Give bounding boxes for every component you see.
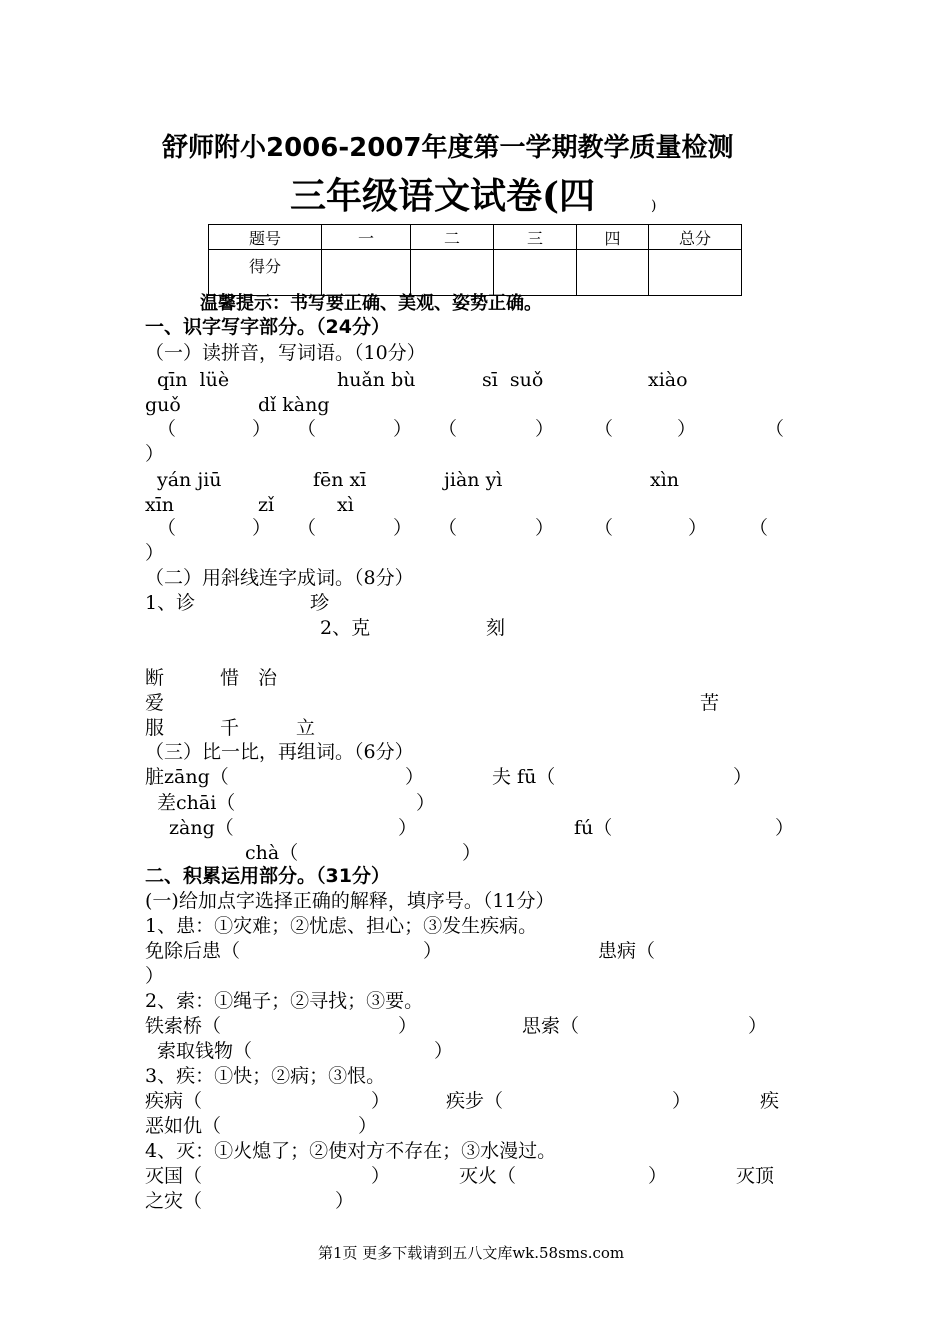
match-char: 珍	[310, 592, 330, 614]
answer-blank-close: ）	[371, 1090, 391, 1112]
score-header-cell: 三	[494, 225, 577, 250]
question-definition: 1、患：①灾难；②忧虑、担心；③发生疾病。	[145, 915, 538, 937]
answer-blank-open: （	[594, 418, 614, 440]
pinyin: jiàn yì	[444, 469, 503, 491]
match-char: 刻	[486, 617, 506, 639]
pinyin: guǒ	[145, 394, 181, 416]
question-item: 灭火（	[459, 1165, 517, 1187]
answer-blank-close: ）	[648, 1165, 668, 1187]
score-table-header-row	[209, 225, 742, 250]
score-header-cell: 一	[322, 225, 411, 250]
score-cell[interactable]	[411, 250, 494, 296]
score-table	[208, 224, 742, 296]
match-char: 惜	[220, 667, 240, 689]
question-definition: 2、索：①绳子；②寻找；③要。	[145, 990, 424, 1012]
answer-blank-close: ）	[748, 1015, 768, 1037]
answer-blank-open: （	[157, 418, 177, 440]
match-char: 千	[220, 717, 240, 739]
question-item: 灭国（	[145, 1165, 203, 1187]
pinyin: zǐ	[258, 494, 275, 516]
answer-blank-close: ）	[677, 418, 697, 440]
question-definition: 3、疾：①快；②病；③恨。	[145, 1065, 386, 1087]
pinyin: xīn	[145, 494, 175, 516]
question-item: 疾	[760, 1090, 780, 1112]
pinyin: qīn lüè	[157, 369, 230, 391]
answer-blank-close: ）	[672, 1090, 692, 1112]
part1-sub2-title: （二）用斜线连字成词。（8分）	[145, 567, 414, 589]
exam-title-suffix: )	[651, 198, 657, 214]
match-char: 2、克	[320, 617, 371, 639]
answer-blank-close: ）	[335, 1190, 355, 1212]
answer-blank-open: （	[749, 517, 769, 539]
answer-blank-close: ）	[688, 517, 708, 539]
answer-blank-open: （	[438, 418, 458, 440]
exam-title: 三年级语文试卷(四	[290, 175, 596, 217]
match-char: 爱	[145, 692, 165, 714]
pinyin: sī suǒ	[482, 369, 544, 391]
answer-blank-close: ）	[535, 418, 555, 440]
answer-blank-close: ）	[371, 1165, 391, 1187]
answer-blank-close: ）	[462, 842, 482, 864]
score-header-cell: 四	[577, 225, 649, 250]
answer-blank-close: ）	[252, 517, 272, 539]
match-char: 服	[145, 717, 165, 739]
part1-title: 一、识字写字部分。（24分）	[145, 316, 390, 338]
answer-blank-close: ）	[535, 517, 555, 539]
question-item: 恶如仇（	[145, 1115, 222, 1137]
score-header-cell: 二	[411, 225, 494, 250]
compare-item: fú（	[574, 817, 613, 839]
score-cell[interactable]	[577, 250, 649, 296]
answer-blank-open: （	[297, 517, 317, 539]
pinyin: huǎn bù	[337, 369, 416, 391]
question-item: 索取钱物（	[157, 1040, 253, 1062]
pinyin: xìn	[650, 469, 680, 491]
match-char: 立	[296, 717, 316, 739]
pinyin: xì	[337, 494, 354, 516]
pinyin: yán jiū	[157, 469, 222, 491]
answer-blank-close: ）	[434, 1040, 454, 1062]
score-header-cell: 总分	[649, 225, 742, 250]
answer-blank-close: ）	[393, 418, 413, 440]
score-table-score-row	[209, 250, 742, 296]
match-char: 断	[145, 667, 165, 689]
answer-blank-close: ）	[423, 940, 443, 962]
answer-blank-open: （	[297, 418, 317, 440]
question-item: 灭顶	[736, 1165, 775, 1187]
answer-blank-close: ）	[733, 766, 753, 788]
part2-title: 二、积累运用部分。（31分）	[145, 865, 390, 887]
score-cell[interactable]	[649, 250, 742, 296]
answer-blank-close: ）	[358, 1115, 378, 1137]
compare-item: zàng（	[169, 817, 234, 839]
answer-blank-close: ）	[393, 517, 413, 539]
compare-item: 夫 fū（	[492, 766, 556, 788]
question-item: 患病（	[598, 940, 656, 962]
score-cell[interactable]	[322, 250, 411, 296]
part2-sub1-title: (一)给加点字选择正确的解释，填序号。（11分）	[145, 890, 555, 912]
score-cell[interactable]	[494, 250, 577, 296]
answer-blank-open: （	[594, 517, 614, 539]
page-footer: 第1页 更多下载请到五八文库wk.58sms.com	[318, 1244, 625, 1262]
question-item: 疾步（	[446, 1090, 504, 1112]
question-item: 之灾（	[145, 1190, 203, 1212]
score-header-cell: 题号	[209, 225, 322, 250]
answer-blank-close: ）	[252, 418, 272, 440]
score-row-label: 得分	[209, 250, 322, 296]
pinyin: fēn xī	[313, 469, 367, 491]
question-item: 思索（	[522, 1015, 580, 1037]
answer-blank-close: ）	[145, 542, 165, 564]
question-definition: 4、灭：①火熄了；②使对方不存在；③水漫过。	[145, 1140, 557, 1162]
part1-sub1-title: （一）读拼音，写词语。（10分）	[145, 342, 426, 364]
compare-item: chà（	[245, 842, 299, 864]
pinyin: xiào	[648, 369, 688, 391]
part1-sub3-title: （三）比一比，再组词。（6分）	[145, 741, 414, 763]
pinyin: dǐ kàng	[258, 394, 330, 416]
tip-text: 温馨提示：书写要正确、美观、姿势正确。	[200, 293, 542, 314]
question-item: 疾病（	[145, 1090, 203, 1112]
answer-blank-close: ）	[405, 766, 425, 788]
answer-blank-close: ）	[145, 443, 165, 465]
compare-item: 脏zāng（	[145, 766, 229, 788]
school-title: 舒师附小2006-2007年度第一学期教学质量检测	[162, 133, 734, 163]
answer-blank-close: ）	[145, 965, 165, 987]
answer-blank-open: （	[157, 517, 177, 539]
match-char: 治	[258, 667, 278, 689]
answer-blank-open: （	[438, 517, 458, 539]
match-char: 苦	[700, 692, 720, 714]
question-item: 免除后患（	[145, 940, 241, 962]
question-item: 铁索桥（	[145, 1015, 222, 1037]
answer-blank-close: ）	[398, 1015, 418, 1037]
answer-blank-close: ）	[416, 792, 436, 814]
answer-blank-open: （	[765, 418, 785, 440]
compare-item: 差chāi（	[157, 792, 236, 814]
match-char: 1、诊	[145, 592, 196, 614]
answer-blank-close: ）	[775, 817, 795, 839]
answer-blank-close: ）	[398, 817, 418, 839]
